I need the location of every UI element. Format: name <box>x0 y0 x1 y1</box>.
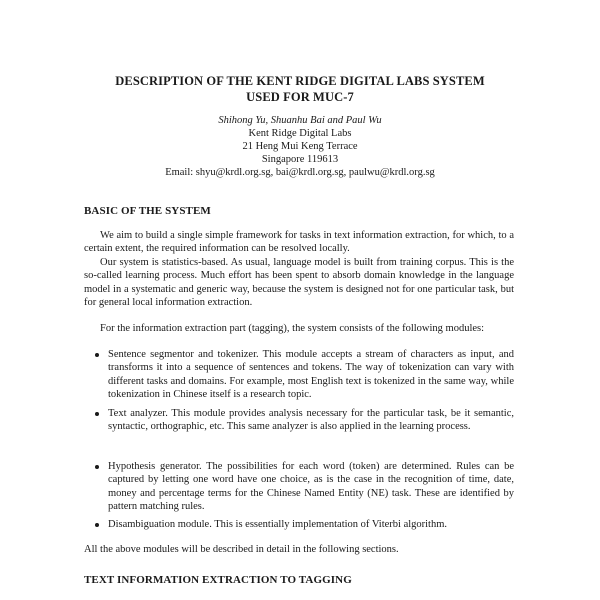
authors: Shihong Yu, Shuanhu Bai and Paul Wu <box>218 115 382 126</box>
list-item-disambiguation <box>108 518 514 531</box>
list-item-analyzer <box>108 407 514 434</box>
paragraph-statistics: Our system is statistics-based. As usual, language model is built from training corpus. This is the so-called learning process. Much effort has been spent to absorb domain knowledge in the language model in a systematic and generic way, because the system is designed not for one particular task, but for general local information extraction. <box>84 257 514 308</box>
affiliation-email: Email: shyu@krdl.org.sg, bai@krdl.org.sg, paulwu@krdl.org.sg <box>165 167 435 178</box>
list-item-hypothesis <box>108 460 514 513</box>
affiliation-city: Singapore 119613 <box>261 154 339 165</box>
bullet-icon <box>95 412 99 416</box>
list-item-segmentor <box>108 348 514 401</box>
affiliation-street: 21 Heng Mui Keng Terrace <box>242 141 358 152</box>
list-item-text: Disambiguation module. This is essentially implementation of Viterbi algorithm. <box>108 519 448 530</box>
bullet-icon <box>95 523 99 527</box>
paragraph-closing: All the above modules will be described in detail in the following sections. <box>84 544 399 555</box>
list-item-text: Text analyzer. This module provides analysis necessary for the particular task, be it semantic, syntactic, orthographic, etc. This same analyzer is also applied in the learning process. <box>108 408 514 433</box>
bullet-icon <box>95 353 99 357</box>
paper-title-line-2: USED FOR MUC-7 <box>246 90 354 104</box>
affiliation-org: Kent Ridge Digital Labs <box>248 128 352 139</box>
bullet-icon <box>95 465 99 469</box>
section-heading-tagging: TEXT INFORMATION EXTRACTION TO TAGGING <box>84 574 352 586</box>
paragraph-modules-intro: For the information extraction part (tagging), the system consists of the following modules: <box>100 323 485 334</box>
section-heading-basic: BASIC OF THE SYSTEM <box>84 205 211 217</box>
list-item-text: Hypothesis generator. The possibilities for each word (token) are determined. Rules can be captured by letting one word have one choice, as is the case in the recognition of time, date, money and percentage terms for the Chinese Named Entity (NE) task. These are identified by pattern matching rules. <box>108 461 514 512</box>
paragraph-aim: We aim to build a single simple framework for tasks in text information extraction, for which, to a certain extent, the required information can be resolved locally. <box>84 230 514 255</box>
paper-title-line-1: DESCRIPTION OF THE KENT RIDGE DIGITAL LABS SYSTEM <box>115 74 485 88</box>
list-item-text: Sentence segmentor and tokenizer. This module accepts a stream of characters as input, and transforms it into a sequence of sentences and tokens. The way of tokenization can vary with different tasks and domains. For example, most English text is tokenized in the same way, while tokenization in Chinese itself is a research topic. <box>108 349 514 400</box>
